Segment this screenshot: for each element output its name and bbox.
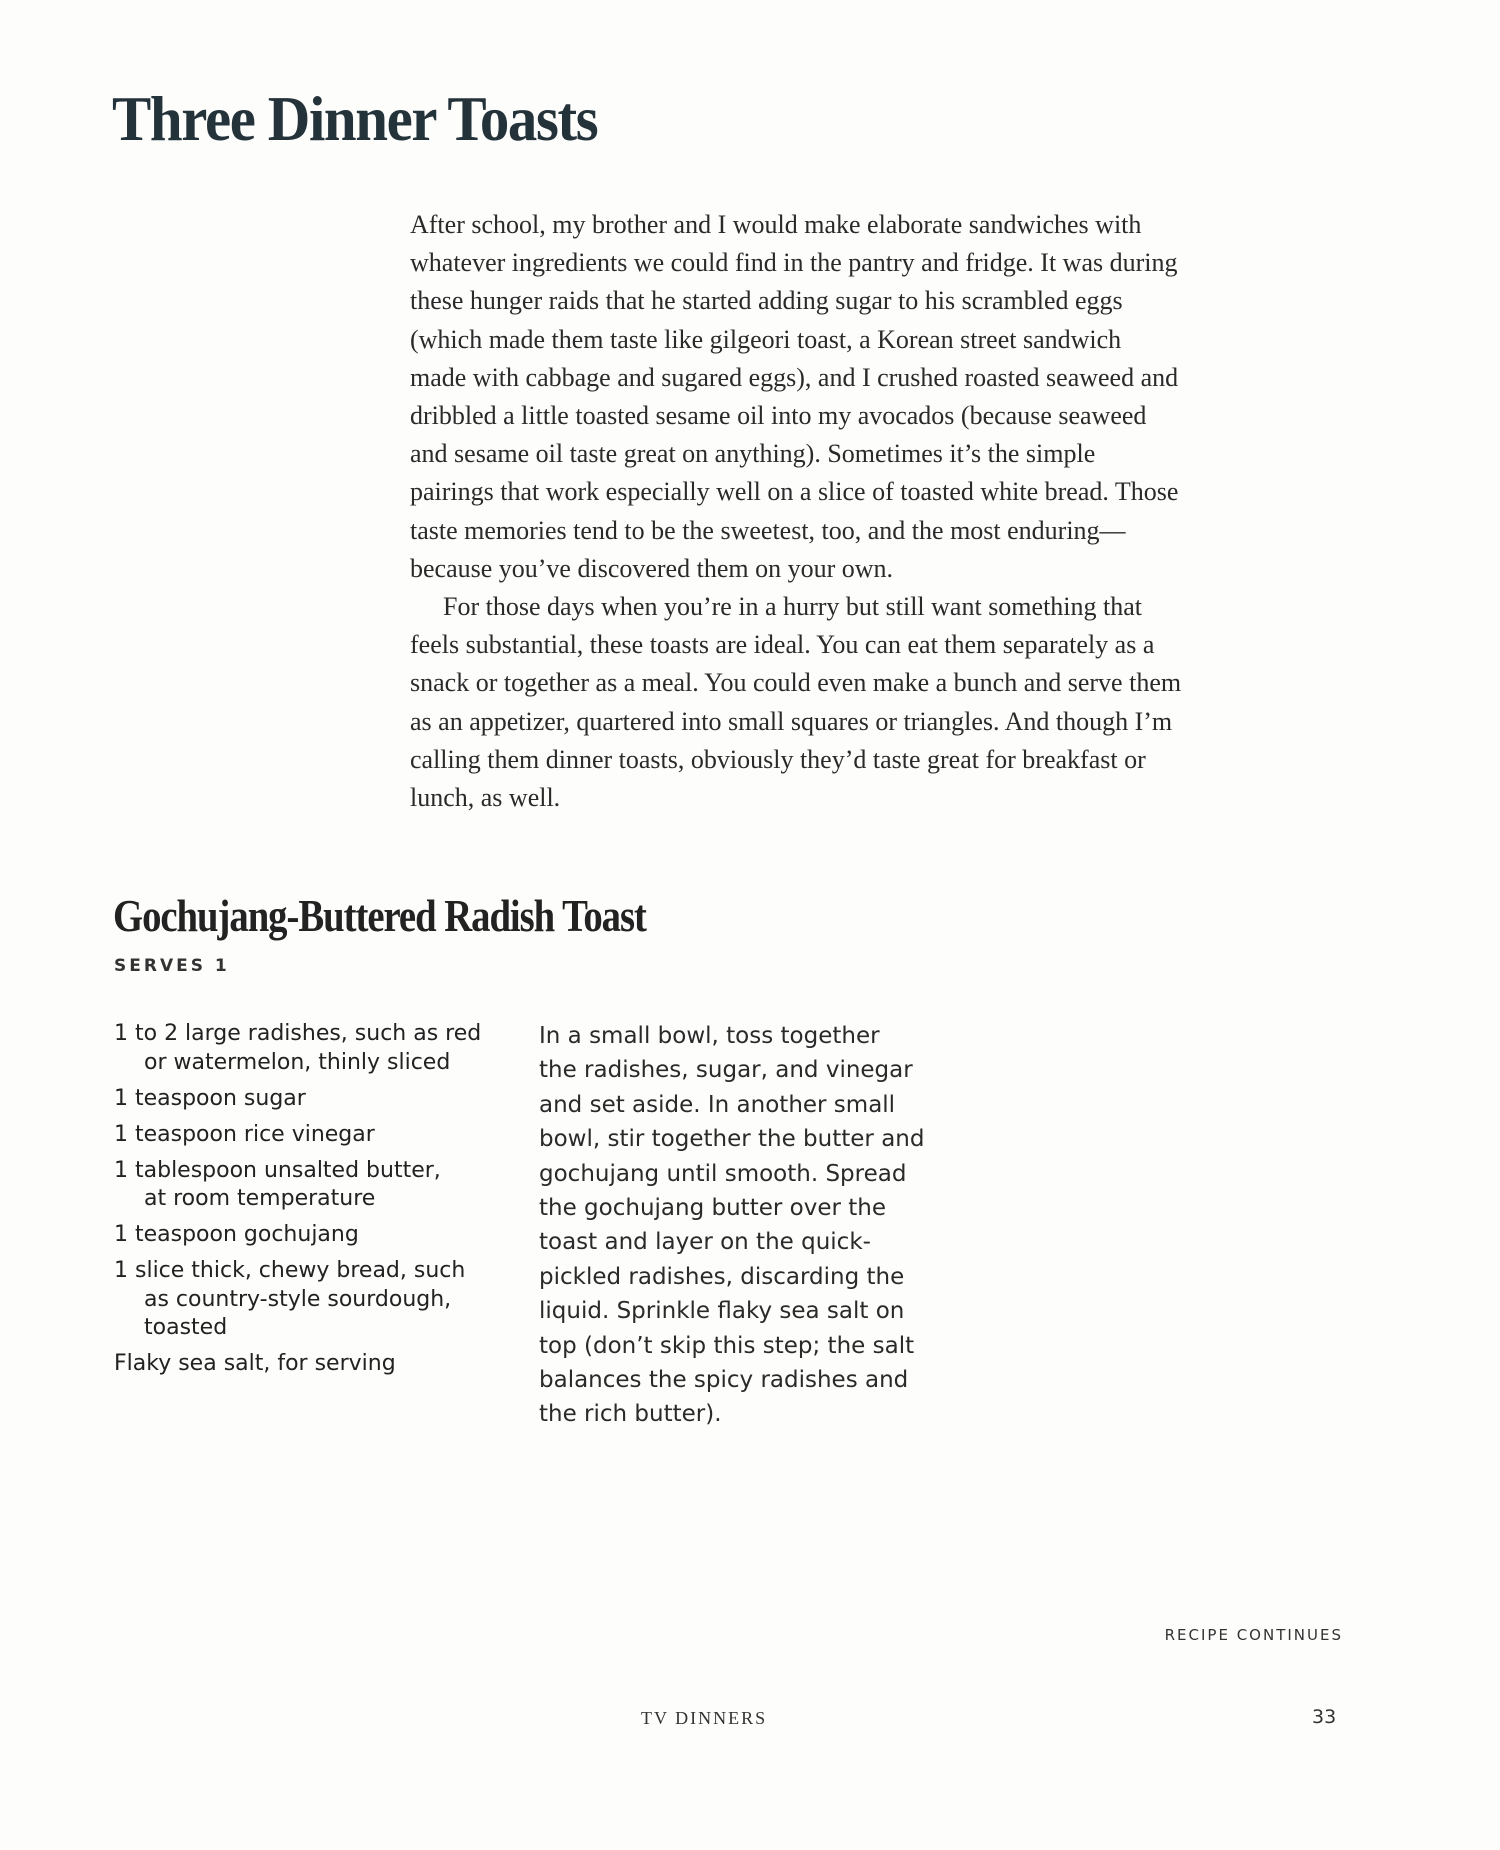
page-title: Three Dinner Toasts	[112, 83, 598, 154]
serves-label: SERVES 1	[114, 956, 230, 976]
ingredient-line: toasted	[144, 1315, 228, 1340]
ingredient-line: 1 teaspoon sugar	[114, 1085, 306, 1111]
intro-line: and sesame oil taste great on anything). Sometimes it’s the simple	[410, 439, 1096, 469]
method-line: top (don’t skip this step; the salt	[539, 1332, 915, 1359]
ingredient-list	[114, 1020, 514, 1386]
method-line: gochujang until smooth. Spread	[539, 1160, 907, 1187]
ingredient-line: Flaky sea salt, for serving	[114, 1351, 396, 1376]
recipe-continues-note: RECIPE CONTINUES	[1164, 1626, 1343, 1644]
method-line: the gochujang butter over the	[539, 1195, 886, 1222]
method-line: balances the spicy radishes and	[539, 1367, 909, 1394]
method-text	[539, 1019, 959, 1432]
intro-line: as an appetizer, quartered into small squares or triangles. And though I’m	[410, 706, 1173, 736]
method-line: toast and layer on the quick-	[539, 1229, 871, 1256]
ingredient-line: 1 tablespoon unsalted butter,	[114, 1157, 441, 1183]
ingredient-item	[114, 1157, 514, 1214]
ingredient-item	[114, 1221, 514, 1250]
running-head: TV DINNERS	[641, 1708, 768, 1728]
ingredient-line: 1 to 2 large radishes, such as red	[114, 1021, 482, 1046]
ingredient-item	[114, 1085, 514, 1114]
ingredient-line: 1 teaspoon rice vinegar	[114, 1121, 375, 1147]
intro-line: because you’ve discovered them on your own.	[410, 553, 894, 583]
intro-line: calling them dinner toasts, obviously they’d taste great for breakfast or	[410, 744, 1146, 774]
intro-line: made with cabbage and sugared eggs), and I crushed roasted seaweed and	[410, 362, 1179, 392]
intro-line: lunch, as well.	[410, 783, 561, 813]
intro-line: feels substantial, these toasts are ideal. You can eat them separately as a	[410, 630, 1155, 660]
method-line: the rich butter).	[539, 1401, 722, 1428]
ingredient-item	[114, 1020, 514, 1077]
ingredient-line: 1 slice thick, chewy bread, such	[114, 1258, 466, 1283]
intro-line: these hunger raids that he started adding sugar to his scrambled eggs	[410, 286, 1123, 316]
ingredient-line: or watermelon, thinly sliced	[144, 1049, 451, 1075]
intro-line: taste memories tend to be the sweetest, too, and the most enduring—	[410, 515, 1126, 545]
intro-line: After school, my brother and I would make elaborate sandwiches with	[410, 210, 1142, 239]
method-line: pickled radishes, discarding the	[539, 1263, 905, 1290]
method-line: the radishes, sugar, and vinegar	[539, 1057, 913, 1084]
recipe-title: Gochujang-Buttered Radish Toast	[113, 891, 646, 941]
ingredient-item	[114, 1121, 514, 1150]
ingredient-line: as country-style sourdough,	[144, 1286, 452, 1312]
intro-text	[410, 206, 1310, 817]
ingredient-item	[114, 1350, 514, 1379]
method-line: and set aside. In another small	[539, 1091, 896, 1118]
intro-line: (which made them taste like gilgeori toast, a Korean street sandwich	[410, 324, 1122, 354]
intro-line: pairings that work especially well on a slice of toasted white bread. Those	[410, 477, 1179, 507]
ingredient-line: at room temperature	[144, 1186, 376, 1211]
ingredient-item	[114, 1257, 514, 1343]
method-line: In a small bowl, toss together	[539, 1023, 880, 1049]
intro-line: snack or together as a meal. You could even make a bunch and serve them	[410, 668, 1182, 698]
page-number: 33	[1312, 1706, 1337, 1728]
intro-line: whatever ingredients we could find in the pantry and fridge. It was during	[410, 248, 1178, 278]
intro-line: dribbled a little toasted sesame oil into my avocados (because seaweed	[410, 401, 1147, 431]
method-line: bowl, stir together the butter and	[539, 1126, 925, 1153]
ingredient-line: 1 teaspoon gochujang	[114, 1222, 359, 1247]
method-line: liquid. Sprinkle flaky sea salt on	[539, 1298, 905, 1325]
intro-line: For those days when you’re in a hurry but still want something that	[443, 592, 1143, 622]
